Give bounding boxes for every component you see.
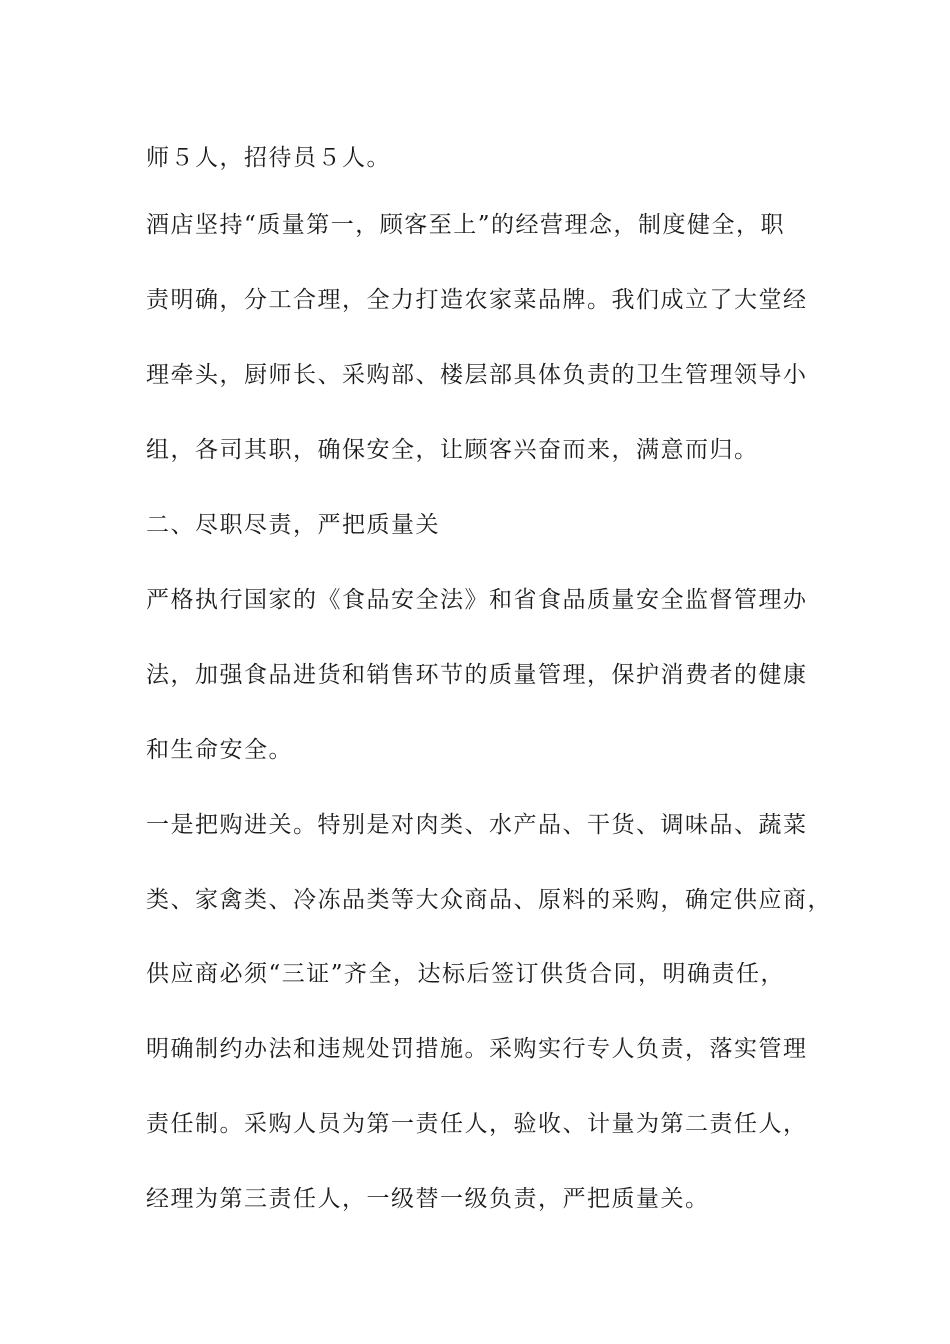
text-line-3: 责明确，分工合理，全力打造农家菜品牌。我们成立了大堂经 bbox=[146, 287, 808, 313]
text-line-9: 和生命安全。 bbox=[146, 737, 293, 763]
text-line-15: 经理为第三责任人，一级替一级负责，严把质量关。 bbox=[146, 1186, 710, 1212]
text-line-12: 供应商必须“三证”齐全，达标后签订供货合同，明确责任， bbox=[146, 961, 786, 987]
text-line-14: 责任制。采购人员为第一责任人，验收、计量为第二责任人， bbox=[146, 1111, 808, 1137]
text-line-5: 组，各司其职，确保安全，让顾客兴奋而来，满意而归。 bbox=[146, 437, 759, 463]
text-line-1: 师５人，招待员５人。 bbox=[146, 145, 391, 171]
text-line-4: 理牵头，厨师长、采购部、楼层部具体负责的卫生管理领导小 bbox=[146, 362, 808, 388]
text-line-11: 类、家禽类、冷冻品类等大众商品、原料的采购，确定供应商， bbox=[146, 887, 832, 913]
text-line-8: 法，加强食品进货和销售环节的质量管理，保护消费者的健康 bbox=[146, 662, 808, 688]
text-line-2: 酒店坚持“质量第一，顾客至上”的经营理念，制度健全，职 bbox=[146, 212, 786, 238]
text-line-7: 严格执行国家的《食品安全法》和省食品质量安全监督管理办 bbox=[146, 587, 808, 613]
section-heading: 二、尽职尽责，严把质量关 bbox=[146, 512, 440, 538]
text-line-10: 一是把购进关。特别是对肉类、水产品、干货、调味品、蔬菜 bbox=[146, 812, 808, 838]
text-line-13: 明确制约办法和违规处罚措施。采购实行专人负责，落实管理 bbox=[146, 1036, 808, 1062]
